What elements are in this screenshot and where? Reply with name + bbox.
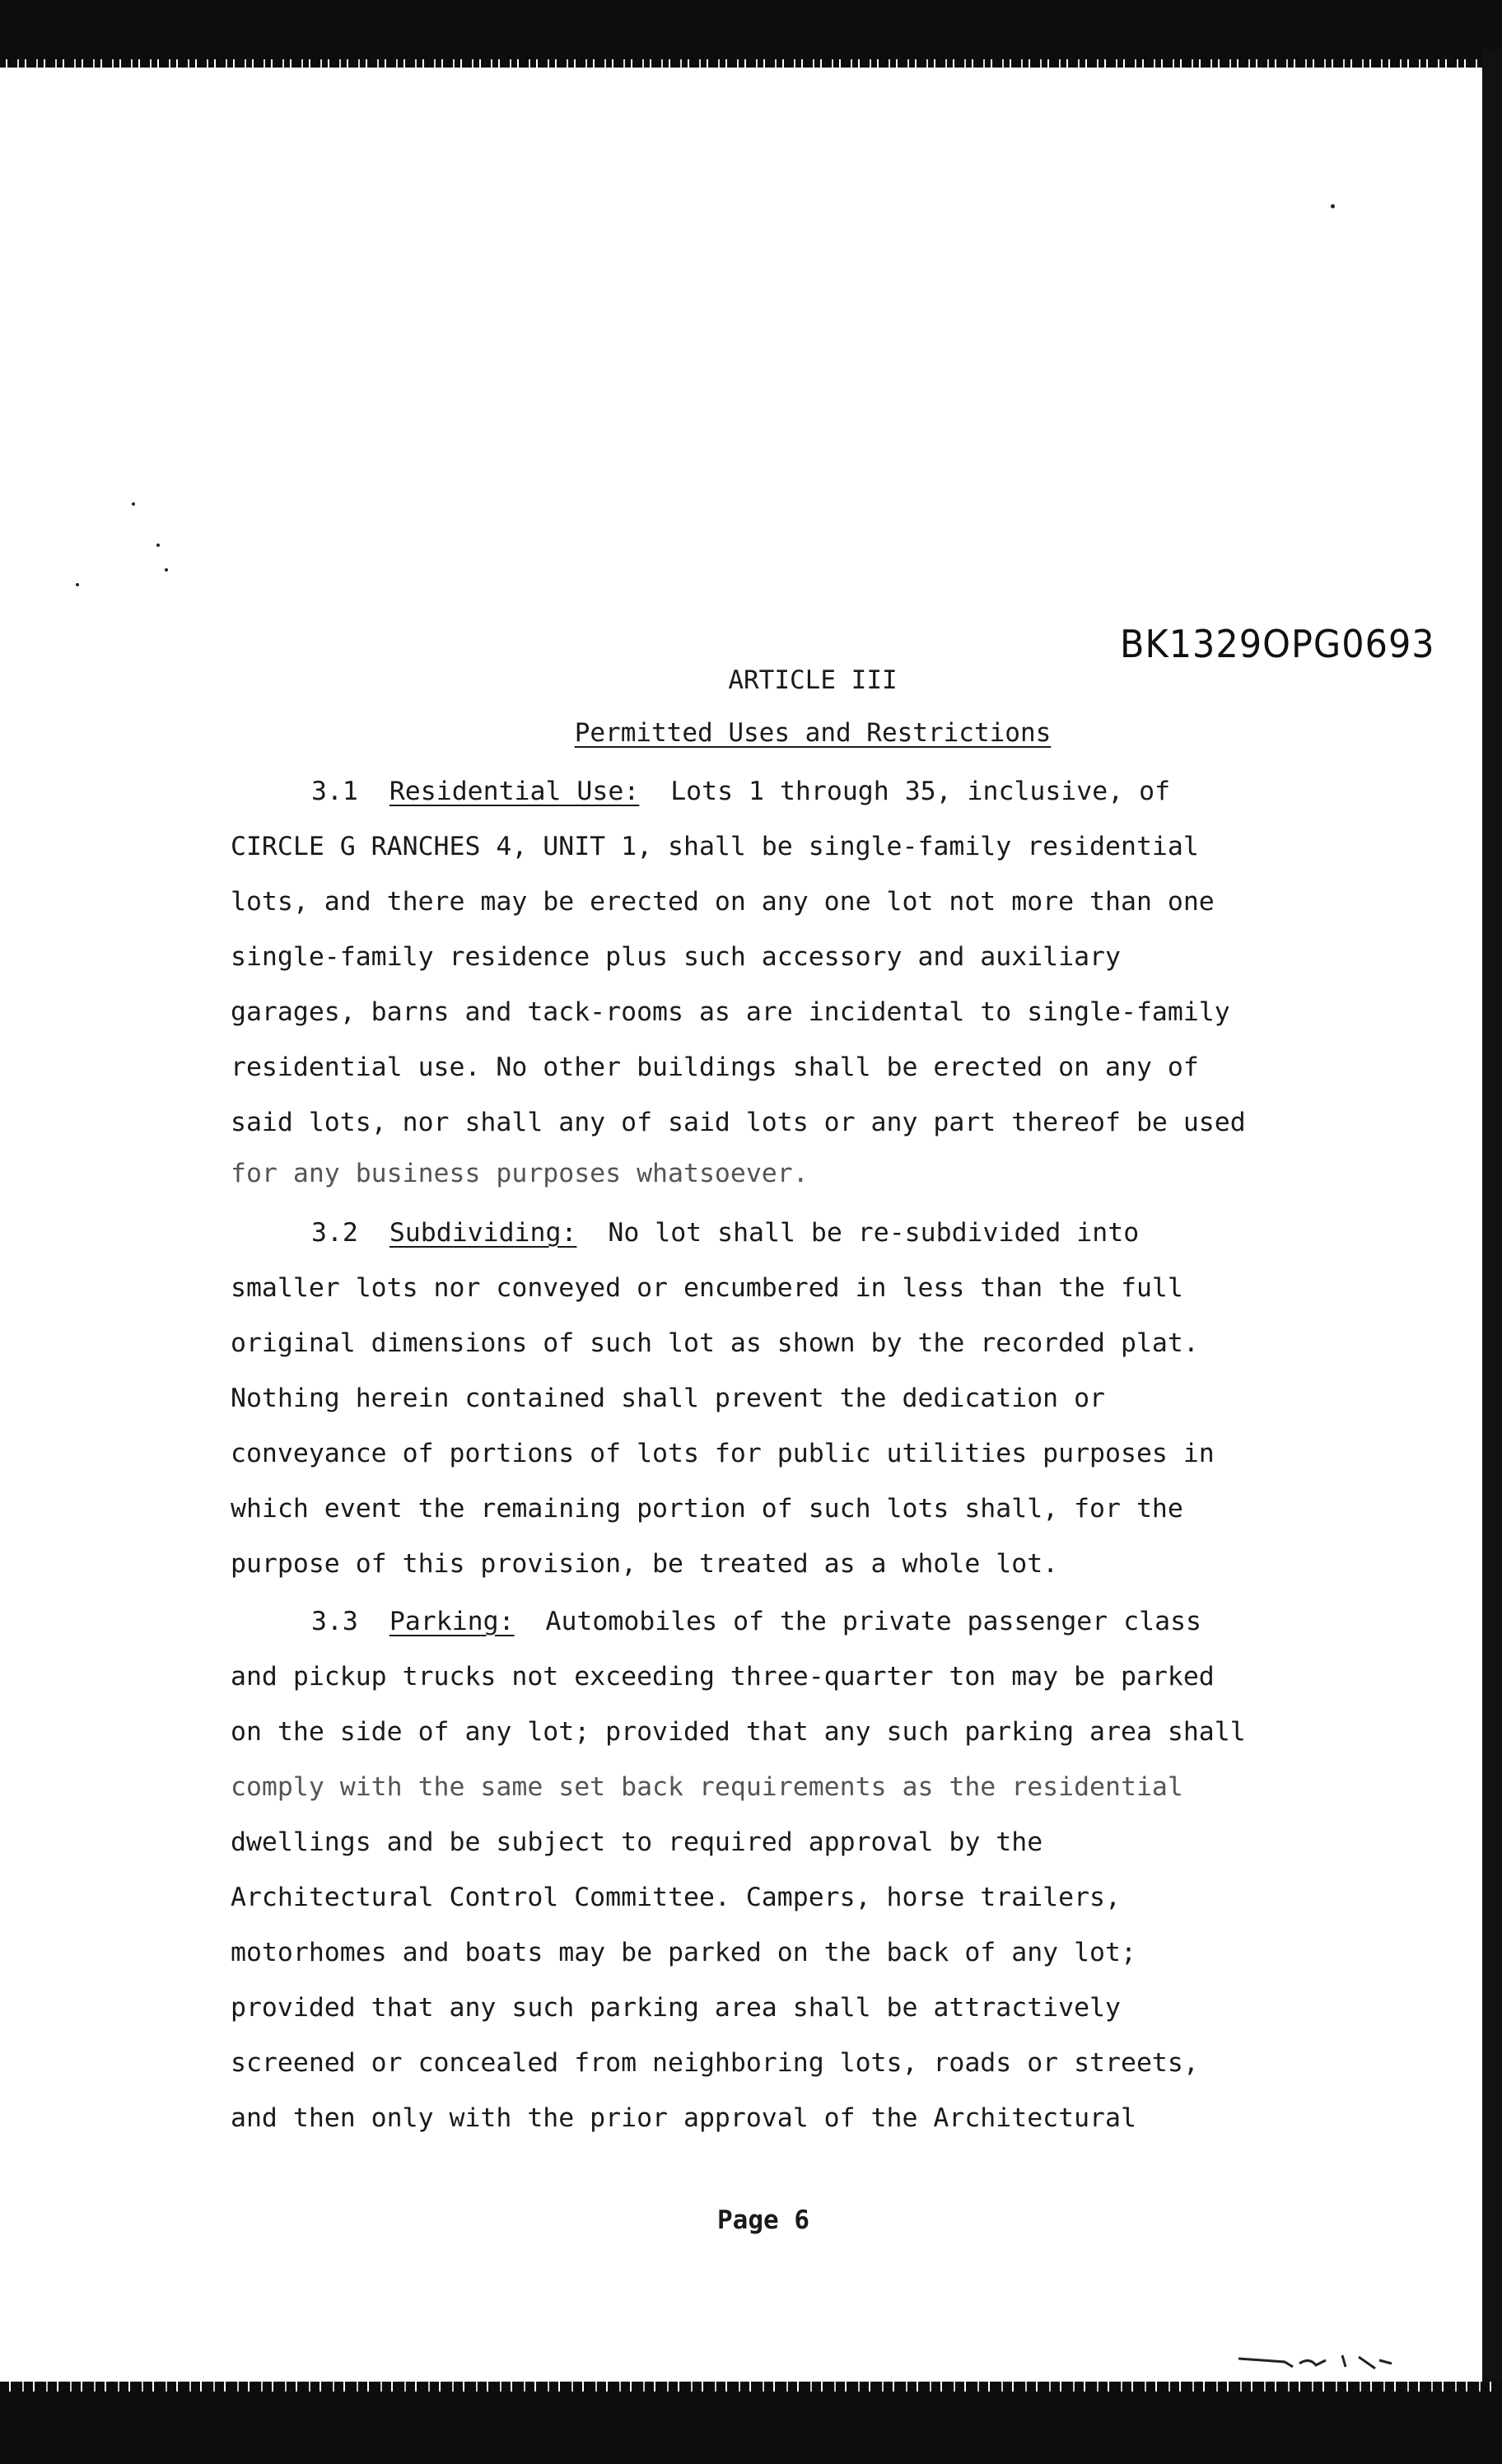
section-text-line: lots, and there may be erected on any one lot not more than one <box>231 887 1215 917</box>
scan-speck <box>132 502 135 506</box>
section-text-line: Architectural Control Committee. Campers, horse trailers, <box>231 1883 1121 1912</box>
section-3-3-first-line <box>311 1601 1481 1642</box>
page-number: Page 6 <box>717 2205 809 2235</box>
scan-border-right <box>1482 49 1502 2405</box>
section-text-line: screened or concealed from neighboring lots, roads or streets, <box>231 2048 1199 2078</box>
scan-speck <box>156 544 160 547</box>
section-text-line: Nothing herein contained shall prevent the dedication or <box>231 1384 1106 1413</box>
scan-border-top <box>0 0 1502 68</box>
article-subtitle <box>0 718 1502 748</box>
scan-smudge <box>1235 2349 1408 2373</box>
scan-border-bottom <box>0 2382 1502 2464</box>
section-text: No lot shall be re-subdivided into <box>608 1218 1140 1248</box>
section-number: 3.2 <box>311 1218 358 1248</box>
section-text-line: residential use. No other buildings shall be erected on any of <box>231 1052 1199 1082</box>
scan-speck <box>165 568 168 572</box>
section-text: Automobiles of the private passenger class <box>545 1607 1202 1636</box>
section-text-line: provided that any such parking area shall be attractively <box>231 1993 1121 2023</box>
section-text-line: dwellings and be subject to required approval by the <box>231 1827 1043 1857</box>
section-text: Lots 1 through 35, inclusive, of <box>670 777 1171 806</box>
section-text-line: and then only with the prior approval of the Architectural <box>231 2103 1136 2133</box>
section-heading: Residential Use: <box>389 777 640 806</box>
section-text-line: motorhomes and boats may be parked on the back of any lot; <box>231 1938 1136 1967</box>
section-text-line: CIRCLE G RANCHES 4, UNIT 1, shall be single-family residential <box>231 832 1199 861</box>
section-text-line: conveyance of portions of lots for public utilities purposes in <box>231 1439 1215 1468</box>
section-text-line: said lots, nor shall any of said lots or any part thereof be used <box>231 1108 1246 1137</box>
section-number: 3.3 <box>311 1607 358 1636</box>
section-text-line: single-family residence plus such accessory and auxiliary <box>231 942 1121 972</box>
section-text-line: for any business purposes whatsoever. <box>231 1159 809 1188</box>
section-text-line: comply with the same set back requirements as the residential <box>231 1772 1183 1802</box>
section-text-line: smaller lots nor conveyed or encumbered in less than the full <box>231 1273 1183 1303</box>
section-text-line: which event the remaining portion of such lots shall, for the <box>231 1494 1183 1524</box>
section-3-1-first-line <box>311 771 1481 812</box>
section-3-2-first-line <box>311 1212 1481 1253</box>
article-title: ARTICLE III <box>728 665 898 695</box>
section-text-line: and pickup trucks not exceeding three-quarter ton may be parked <box>231 1662 1215 1692</box>
scan-speck <box>1331 204 1335 208</box>
section-text-line: on the side of any lot; provided that any such parking area shall <box>231 1717 1246 1747</box>
article-subtitle-text: Permitted Uses and Restrictions <box>574 718 1052 748</box>
section-heading: Parking: <box>389 1607 515 1636</box>
scan-speck <box>76 583 79 586</box>
section-text-line: original dimensions of such lot as shown by the recorded plat. <box>231 1328 1199 1358</box>
section-text-line: garages, barns and tack-rooms as are incidental to single-family <box>231 997 1230 1027</box>
section-text-line: purpose of this provision, be treated as a whole lot. <box>231 1549 1059 1579</box>
section-number: 3.1 <box>311 777 358 806</box>
section-heading: Subdividing: <box>389 1218 577 1248</box>
book-page-reference: BK1329OPG0693 <box>1120 623 1435 667</box>
